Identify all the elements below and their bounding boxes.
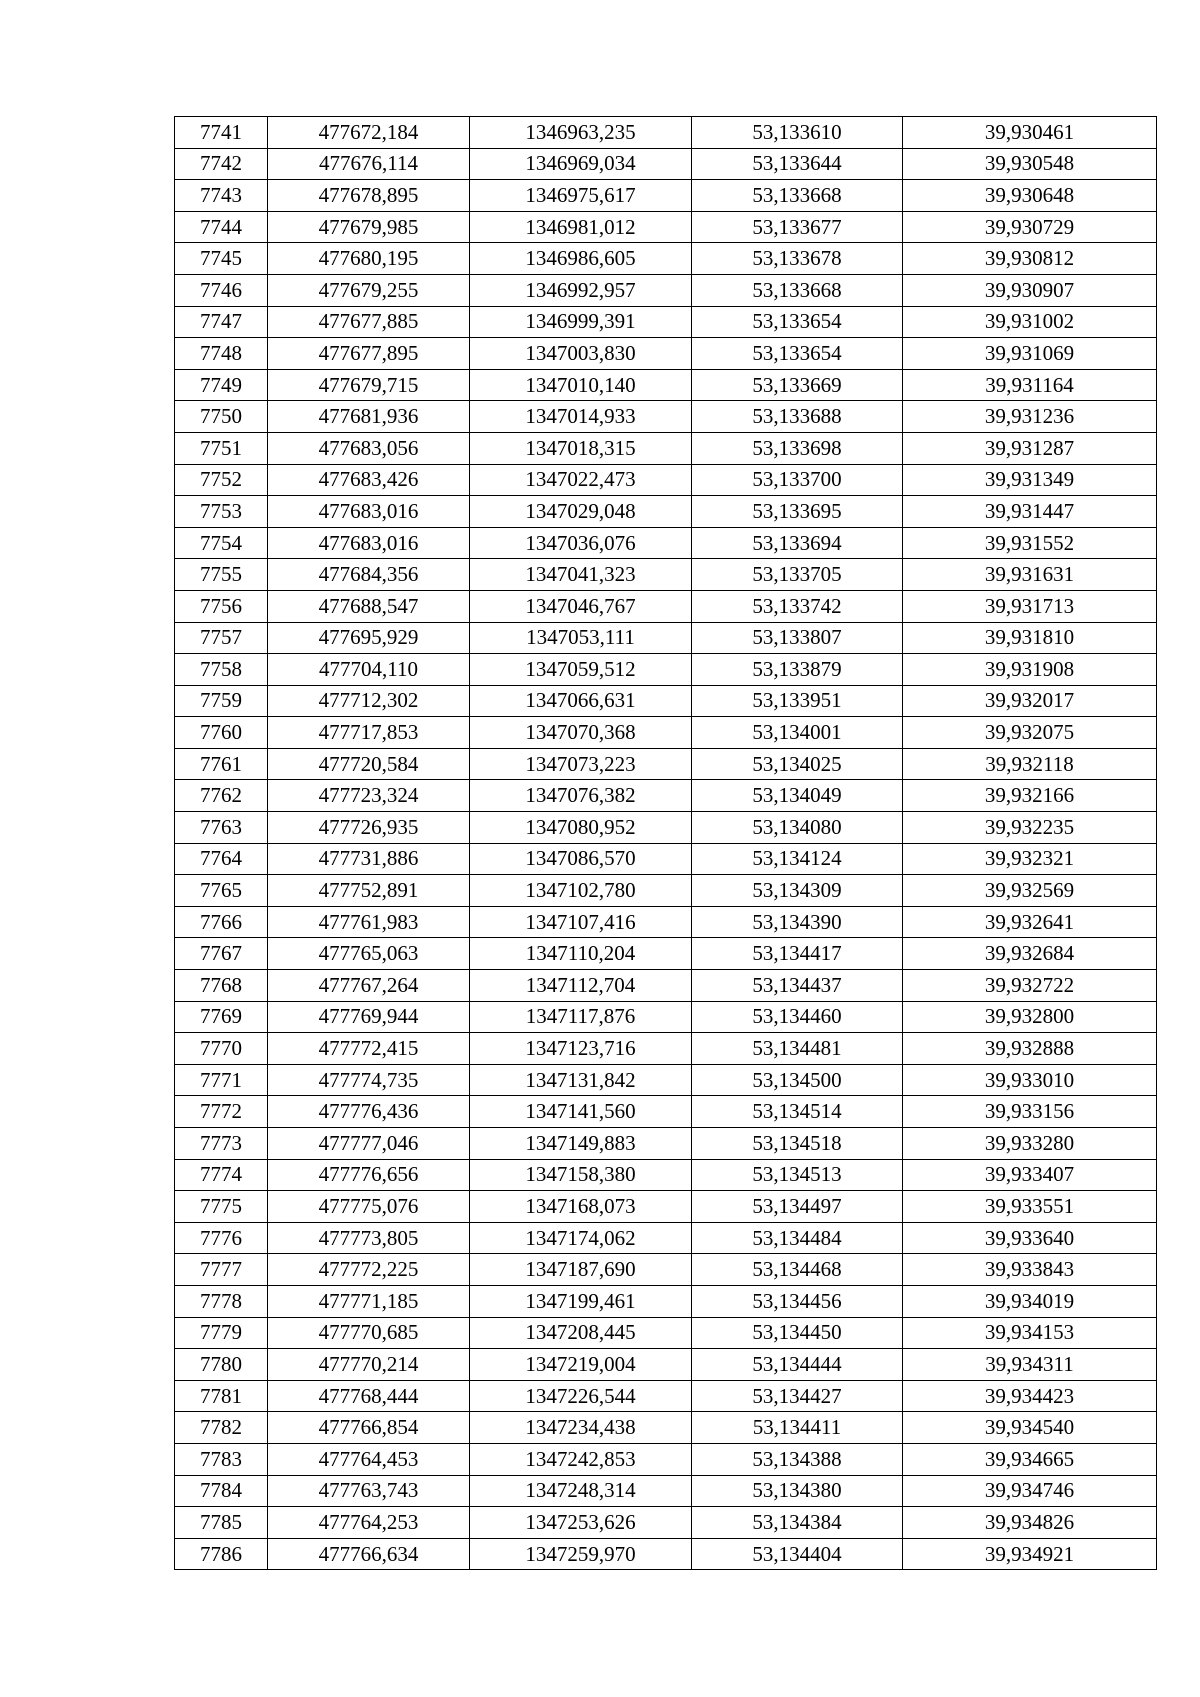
x-coordinate-cell: 477770,214 <box>268 1349 470 1381</box>
point-number-cell: 7768 <box>175 970 268 1002</box>
x-coordinate-cell: 477677,885 <box>268 306 470 338</box>
longitude-cell: 39,934153 <box>903 1317 1157 1349</box>
y-coordinate-cell: 1347053,111 <box>470 622 692 654</box>
y-coordinate-cell: 1347080,952 <box>470 812 692 844</box>
longitude-cell: 39,931631 <box>903 559 1157 591</box>
y-coordinate-cell: 1347110,204 <box>470 938 692 970</box>
table-row <box>175 654 1157 686</box>
latitude-cell: 53,133807 <box>692 622 903 654</box>
latitude-cell: 53,133654 <box>692 338 903 370</box>
table-row <box>175 685 1157 717</box>
table-row <box>175 338 1157 370</box>
longitude-cell: 39,930729 <box>903 211 1157 243</box>
longitude-cell: 39,930648 <box>903 180 1157 212</box>
latitude-cell: 53,134404 <box>692 1538 903 1570</box>
latitude-cell: 53,134080 <box>692 812 903 844</box>
table-row <box>175 970 1157 1002</box>
latitude-cell: 53,134450 <box>692 1317 903 1349</box>
table-row <box>175 1159 1157 1191</box>
point-number-cell: 7779 <box>175 1317 268 1349</box>
y-coordinate-cell: 1347149,883 <box>470 1128 692 1160</box>
longitude-cell: 39,932321 <box>903 843 1157 875</box>
table-row <box>175 1001 1157 1033</box>
latitude-cell: 53,134456 <box>692 1285 903 1317</box>
table-row <box>175 843 1157 875</box>
point-number-cell: 7772 <box>175 1096 268 1128</box>
y-coordinate-cell: 1347041,323 <box>470 559 692 591</box>
x-coordinate-cell: 477761,983 <box>268 906 470 938</box>
x-coordinate-cell: 477679,985 <box>268 211 470 243</box>
y-coordinate-cell: 1347131,842 <box>470 1064 692 1096</box>
table-row <box>175 1317 1157 1349</box>
x-coordinate-cell: 477766,634 <box>268 1538 470 1570</box>
x-coordinate-cell: 477677,895 <box>268 338 470 370</box>
latitude-cell: 53,134417 <box>692 938 903 970</box>
point-number-cell: 7776 <box>175 1222 268 1254</box>
longitude-cell: 39,931447 <box>903 496 1157 528</box>
table-row <box>175 527 1157 559</box>
point-number-cell: 7743 <box>175 180 268 212</box>
table-row <box>175 938 1157 970</box>
longitude-cell: 39,932684 <box>903 938 1157 970</box>
table-row <box>175 1412 1157 1444</box>
y-coordinate-cell: 1347199,461 <box>470 1285 692 1317</box>
x-coordinate-cell: 477683,056 <box>268 432 470 464</box>
y-coordinate-cell: 1347158,380 <box>470 1159 692 1191</box>
longitude-cell: 39,932075 <box>903 717 1157 749</box>
table-row <box>175 432 1157 464</box>
table-row <box>175 559 1157 591</box>
x-coordinate-cell: 477723,324 <box>268 780 470 812</box>
x-coordinate-cell: 477772,225 <box>268 1254 470 1286</box>
latitude-cell: 53,134518 <box>692 1128 903 1160</box>
longitude-cell: 39,932017 <box>903 685 1157 717</box>
x-coordinate-cell: 477681,936 <box>268 401 470 433</box>
longitude-cell: 39,932235 <box>903 812 1157 844</box>
latitude-cell: 53,133678 <box>692 243 903 275</box>
y-coordinate-cell: 1346992,957 <box>470 274 692 306</box>
y-coordinate-cell: 1347018,315 <box>470 432 692 464</box>
table-row <box>175 1443 1157 1475</box>
point-number-cell: 7750 <box>175 401 268 433</box>
y-coordinate-cell: 1346969,034 <box>470 148 692 180</box>
latitude-cell: 53,134468 <box>692 1254 903 1286</box>
latitude-cell: 53,134497 <box>692 1191 903 1223</box>
y-coordinate-cell: 1347070,368 <box>470 717 692 749</box>
y-coordinate-cell: 1347253,626 <box>470 1507 692 1539</box>
table-row <box>175 401 1157 433</box>
table-row <box>175 1475 1157 1507</box>
point-number-cell: 7758 <box>175 654 268 686</box>
latitude-cell: 53,134513 <box>692 1159 903 1191</box>
longitude-cell: 39,931713 <box>903 590 1157 622</box>
y-coordinate-cell: 1347234,438 <box>470 1412 692 1444</box>
point-number-cell: 7781 <box>175 1380 268 1412</box>
latitude-cell: 53,133700 <box>692 464 903 496</box>
longitude-cell: 39,932888 <box>903 1033 1157 1065</box>
y-coordinate-cell: 1347168,073 <box>470 1191 692 1223</box>
longitude-cell: 39,930907 <box>903 274 1157 306</box>
point-number-cell: 7765 <box>175 875 268 907</box>
latitude-cell: 53,134427 <box>692 1380 903 1412</box>
longitude-cell: 39,934540 <box>903 1412 1157 1444</box>
latitude-cell: 53,134481 <box>692 1033 903 1065</box>
table-row <box>175 1096 1157 1128</box>
table-row <box>175 875 1157 907</box>
y-coordinate-cell: 1346975,617 <box>470 180 692 212</box>
y-coordinate-cell: 1347259,970 <box>470 1538 692 1570</box>
point-number-cell: 7745 <box>175 243 268 275</box>
table-row <box>175 780 1157 812</box>
point-number-cell: 7746 <box>175 274 268 306</box>
x-coordinate-cell: 477752,891 <box>268 875 470 907</box>
longitude-cell: 39,931236 <box>903 401 1157 433</box>
latitude-cell: 53,133644 <box>692 148 903 180</box>
longitude-cell: 39,933280 <box>903 1128 1157 1160</box>
y-coordinate-cell: 1347010,140 <box>470 369 692 401</box>
point-number-cell: 7782 <box>175 1412 268 1444</box>
latitude-cell: 53,133677 <box>692 211 903 243</box>
longitude-cell: 39,934665 <box>903 1443 1157 1475</box>
y-coordinate-cell: 1347066,631 <box>470 685 692 717</box>
x-coordinate-cell: 477676,114 <box>268 148 470 180</box>
longitude-cell: 39,934746 <box>903 1475 1157 1507</box>
latitude-cell: 53,134049 <box>692 780 903 812</box>
table-row <box>175 1222 1157 1254</box>
table-row <box>175 1254 1157 1286</box>
x-coordinate-cell: 477704,110 <box>268 654 470 686</box>
y-coordinate-cell: 1347076,382 <box>470 780 692 812</box>
latitude-cell: 53,134390 <box>692 906 903 938</box>
longitude-cell: 39,931287 <box>903 432 1157 464</box>
point-number-cell: 7778 <box>175 1285 268 1317</box>
table-row <box>175 748 1157 780</box>
point-number-cell: 7759 <box>175 685 268 717</box>
table-row <box>175 180 1157 212</box>
longitude-cell: 39,931164 <box>903 369 1157 401</box>
x-coordinate-cell: 477775,076 <box>268 1191 470 1223</box>
y-coordinate-cell: 1346981,012 <box>470 211 692 243</box>
y-coordinate-cell: 1347174,062 <box>470 1222 692 1254</box>
table-row <box>175 1191 1157 1223</box>
point-number-cell: 7762 <box>175 780 268 812</box>
longitude-cell: 39,931002 <box>903 306 1157 338</box>
y-coordinate-cell: 1347208,445 <box>470 1317 692 1349</box>
longitude-cell: 39,934019 <box>903 1285 1157 1317</box>
point-number-cell: 7783 <box>175 1443 268 1475</box>
longitude-cell: 39,930812 <box>903 243 1157 275</box>
y-coordinate-cell: 1347102,780 <box>470 875 692 907</box>
point-number-cell: 7749 <box>175 369 268 401</box>
y-coordinate-cell: 1347187,690 <box>470 1254 692 1286</box>
point-number-cell: 7785 <box>175 1507 268 1539</box>
x-coordinate-cell: 477777,046 <box>268 1128 470 1160</box>
x-coordinate-cell: 477731,886 <box>268 843 470 875</box>
x-coordinate-cell: 477688,547 <box>268 590 470 622</box>
longitude-cell: 39,930461 <box>903 117 1157 149</box>
latitude-cell: 53,134124 <box>692 843 903 875</box>
latitude-cell: 53,133669 <box>692 369 903 401</box>
y-coordinate-cell: 1346963,235 <box>470 117 692 149</box>
x-coordinate-cell: 477717,853 <box>268 717 470 749</box>
longitude-cell: 39,931552 <box>903 527 1157 559</box>
y-coordinate-cell: 1347226,544 <box>470 1380 692 1412</box>
table-row <box>175 1128 1157 1160</box>
longitude-cell: 39,932800 <box>903 1001 1157 1033</box>
y-coordinate-cell: 1347112,704 <box>470 970 692 1002</box>
point-number-cell: 7761 <box>175 748 268 780</box>
y-coordinate-cell: 1347123,716 <box>470 1033 692 1065</box>
point-number-cell: 7767 <box>175 938 268 970</box>
table-row <box>175 906 1157 938</box>
point-number-cell: 7784 <box>175 1475 268 1507</box>
point-number-cell: 7754 <box>175 527 268 559</box>
longitude-cell: 39,932166 <box>903 780 1157 812</box>
latitude-cell: 53,133610 <box>692 117 903 149</box>
y-coordinate-cell: 1347117,876 <box>470 1001 692 1033</box>
latitude-cell: 53,134514 <box>692 1096 903 1128</box>
table-row <box>175 1033 1157 1065</box>
point-number-cell: 7751 <box>175 432 268 464</box>
x-coordinate-cell: 477679,255 <box>268 274 470 306</box>
point-number-cell: 7773 <box>175 1128 268 1160</box>
longitude-cell: 39,932641 <box>903 906 1157 938</box>
point-number-cell: 7748 <box>175 338 268 370</box>
latitude-cell: 53,133694 <box>692 527 903 559</box>
coordinate-table <box>174 116 1157 1570</box>
x-coordinate-cell: 477771,185 <box>268 1285 470 1317</box>
x-coordinate-cell: 477678,895 <box>268 180 470 212</box>
y-coordinate-cell: 1347086,570 <box>470 843 692 875</box>
longitude-cell: 39,931349 <box>903 464 1157 496</box>
y-coordinate-cell: 1347046,767 <box>470 590 692 622</box>
longitude-cell: 39,931069 <box>903 338 1157 370</box>
x-coordinate-cell: 477770,685 <box>268 1317 470 1349</box>
table-row <box>175 1507 1157 1539</box>
longitude-cell: 39,932118 <box>903 748 1157 780</box>
table-row <box>175 369 1157 401</box>
point-number-cell: 7777 <box>175 1254 268 1286</box>
table-row <box>175 1285 1157 1317</box>
latitude-cell: 53,134384 <box>692 1507 903 1539</box>
x-coordinate-cell: 477776,656 <box>268 1159 470 1191</box>
point-number-cell: 7760 <box>175 717 268 749</box>
y-coordinate-cell: 1347242,853 <box>470 1443 692 1475</box>
table-row <box>175 1380 1157 1412</box>
latitude-cell: 53,134437 <box>692 970 903 1002</box>
y-coordinate-cell: 1347003,830 <box>470 338 692 370</box>
table-row <box>175 496 1157 528</box>
coordinate-table-body <box>175 117 1157 1570</box>
latitude-cell: 53,134388 <box>692 1443 903 1475</box>
longitude-cell: 39,933156 <box>903 1096 1157 1128</box>
latitude-cell: 53,133705 <box>692 559 903 591</box>
point-number-cell: 7747 <box>175 306 268 338</box>
latitude-cell: 53,134411 <box>692 1412 903 1444</box>
x-coordinate-cell: 477774,735 <box>268 1064 470 1096</box>
latitude-cell: 53,133879 <box>692 654 903 686</box>
point-number-cell: 7775 <box>175 1191 268 1223</box>
table-row <box>175 812 1157 844</box>
point-number-cell: 7763 <box>175 812 268 844</box>
x-coordinate-cell: 477772,415 <box>268 1033 470 1065</box>
y-coordinate-cell: 1346986,605 <box>470 243 692 275</box>
latitude-cell: 53,133654 <box>692 306 903 338</box>
latitude-cell: 53,134309 <box>692 875 903 907</box>
table-row <box>175 1349 1157 1381</box>
latitude-cell: 53,133742 <box>692 590 903 622</box>
longitude-cell: 39,932722 <box>903 970 1157 1002</box>
point-number-cell: 7742 <box>175 148 268 180</box>
y-coordinate-cell: 1347107,416 <box>470 906 692 938</box>
table-row <box>175 274 1157 306</box>
x-coordinate-cell: 477776,436 <box>268 1096 470 1128</box>
x-coordinate-cell: 477764,253 <box>268 1507 470 1539</box>
latitude-cell: 53,133695 <box>692 496 903 528</box>
longitude-cell: 39,934921 <box>903 1538 1157 1570</box>
longitude-cell: 39,934423 <box>903 1380 1157 1412</box>
x-coordinate-cell: 477720,584 <box>268 748 470 780</box>
x-coordinate-cell: 477683,016 <box>268 527 470 559</box>
y-coordinate-cell: 1347248,314 <box>470 1475 692 1507</box>
longitude-cell: 39,930548 <box>903 148 1157 180</box>
y-coordinate-cell: 1346999,391 <box>470 306 692 338</box>
point-number-cell: 7764 <box>175 843 268 875</box>
point-number-cell: 7752 <box>175 464 268 496</box>
point-number-cell: 7756 <box>175 590 268 622</box>
table-row <box>175 1538 1157 1570</box>
point-number-cell: 7757 <box>175 622 268 654</box>
x-coordinate-cell: 477769,944 <box>268 1001 470 1033</box>
y-coordinate-cell: 1347014,933 <box>470 401 692 433</box>
x-coordinate-cell: 477767,264 <box>268 970 470 1002</box>
latitude-cell: 53,133951 <box>692 685 903 717</box>
table-row <box>175 464 1157 496</box>
latitude-cell: 53,134460 <box>692 1001 903 1033</box>
latitude-cell: 53,134484 <box>692 1222 903 1254</box>
point-number-cell: 7766 <box>175 906 268 938</box>
x-coordinate-cell: 477773,805 <box>268 1222 470 1254</box>
longitude-cell: 39,933640 <box>903 1222 1157 1254</box>
point-number-cell: 7769 <box>175 1001 268 1033</box>
latitude-cell: 53,134500 <box>692 1064 903 1096</box>
longitude-cell: 39,932569 <box>903 875 1157 907</box>
latitude-cell: 53,134001 <box>692 717 903 749</box>
x-coordinate-cell: 477766,854 <box>268 1412 470 1444</box>
x-coordinate-cell: 477683,426 <box>268 464 470 496</box>
x-coordinate-cell: 477679,715 <box>268 369 470 401</box>
longitude-cell: 39,931810 <box>903 622 1157 654</box>
longitude-cell: 39,933010 <box>903 1064 1157 1096</box>
x-coordinate-cell: 477765,063 <box>268 938 470 970</box>
point-number-cell: 7786 <box>175 1538 268 1570</box>
table-row <box>175 148 1157 180</box>
latitude-cell: 53,133698 <box>692 432 903 464</box>
x-coordinate-cell: 477768,444 <box>268 1380 470 1412</box>
point-number-cell: 7755 <box>175 559 268 591</box>
y-coordinate-cell: 1347073,223 <box>470 748 692 780</box>
table-row <box>175 211 1157 243</box>
latitude-cell: 53,134025 <box>692 748 903 780</box>
y-coordinate-cell: 1347219,004 <box>470 1349 692 1381</box>
x-coordinate-cell: 477763,743 <box>268 1475 470 1507</box>
longitude-cell: 39,933551 <box>903 1191 1157 1223</box>
x-coordinate-cell: 477712,302 <box>268 685 470 717</box>
point-number-cell: 7744 <box>175 211 268 243</box>
y-coordinate-cell: 1347036,076 <box>470 527 692 559</box>
y-coordinate-cell: 1347141,560 <box>470 1096 692 1128</box>
latitude-cell: 53,134444 <box>692 1349 903 1381</box>
point-number-cell: 7771 <box>175 1064 268 1096</box>
table-row <box>175 243 1157 275</box>
x-coordinate-cell: 477680,195 <box>268 243 470 275</box>
longitude-cell: 39,933407 <box>903 1159 1157 1191</box>
latitude-cell: 53,133688 <box>692 401 903 433</box>
y-coordinate-cell: 1347029,048 <box>470 496 692 528</box>
latitude-cell: 53,133668 <box>692 274 903 306</box>
table-row <box>175 117 1157 149</box>
table-row <box>175 622 1157 654</box>
point-number-cell: 7780 <box>175 1349 268 1381</box>
x-coordinate-cell: 477764,453 <box>268 1443 470 1475</box>
latitude-cell: 53,134380 <box>692 1475 903 1507</box>
x-coordinate-cell: 477726,935 <box>268 812 470 844</box>
point-number-cell: 7770 <box>175 1033 268 1065</box>
longitude-cell: 39,934311 <box>903 1349 1157 1381</box>
table-row <box>175 717 1157 749</box>
table-row <box>175 1064 1157 1096</box>
x-coordinate-cell: 477684,356 <box>268 559 470 591</box>
x-coordinate-cell: 477695,929 <box>268 622 470 654</box>
point-number-cell: 7774 <box>175 1159 268 1191</box>
longitude-cell: 39,934826 <box>903 1507 1157 1539</box>
table-row <box>175 590 1157 622</box>
longitude-cell: 39,931908 <box>903 654 1157 686</box>
y-coordinate-cell: 1347022,473 <box>470 464 692 496</box>
x-coordinate-cell: 477672,184 <box>268 117 470 149</box>
latitude-cell: 53,133668 <box>692 180 903 212</box>
table-row <box>175 306 1157 338</box>
point-number-cell: 7741 <box>175 117 268 149</box>
point-number-cell: 7753 <box>175 496 268 528</box>
y-coordinate-cell: 1347059,512 <box>470 654 692 686</box>
x-coordinate-cell: 477683,016 <box>268 496 470 528</box>
longitude-cell: 39,933843 <box>903 1254 1157 1286</box>
